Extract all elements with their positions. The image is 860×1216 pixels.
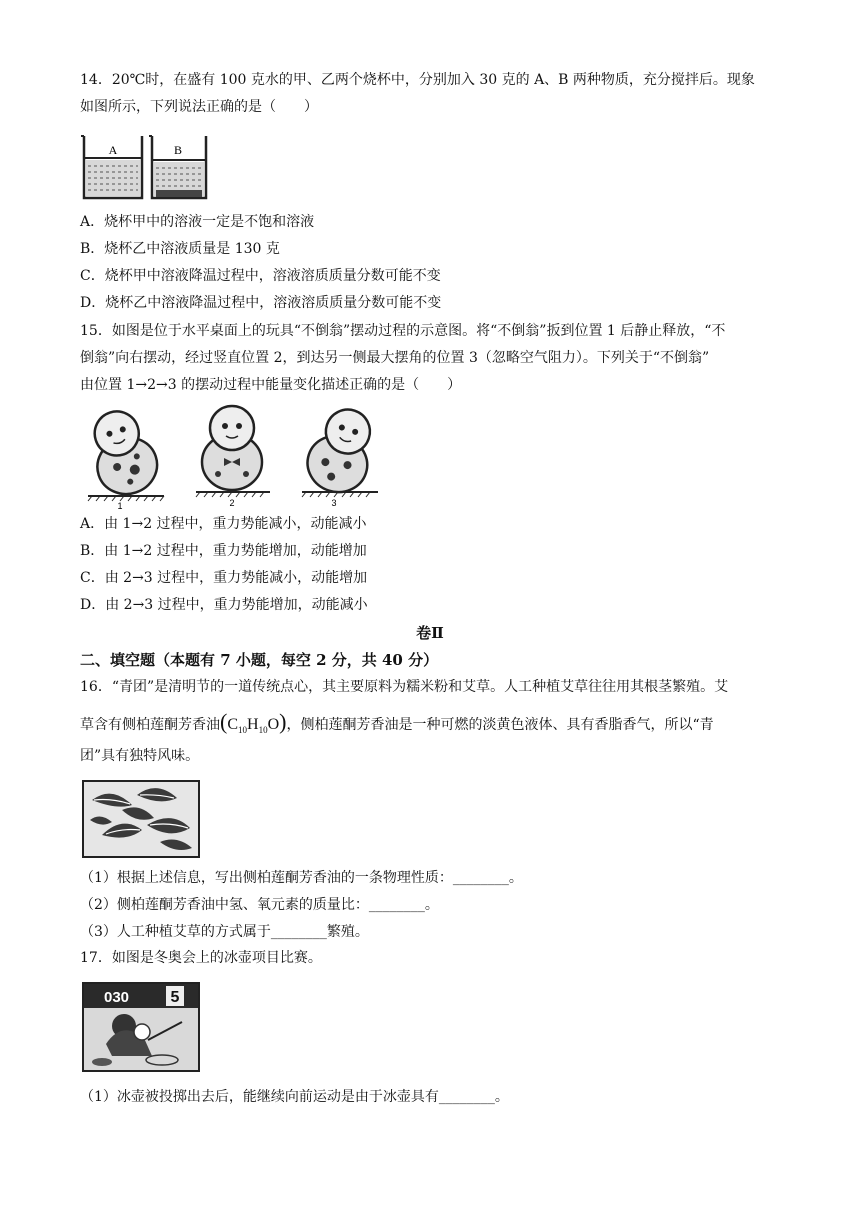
mugwort-photo [82, 780, 200, 858]
q14-option-b: B．烧杯乙中溶液质量是 130 克 [80, 241, 280, 257]
q14-beakers-figure [80, 130, 210, 202]
volume-title: 卷Ⅱ [416, 624, 444, 642]
curling-photo [82, 982, 200, 1072]
tumbler-position-1 [86, 403, 164, 510]
tumbler-position-3 [300, 402, 383, 508]
q15-stem-line3: 由位置 1→2→3 的摆动过程中能量变化描述正确的是（ ） [80, 377, 462, 393]
beaker-a-label: A [108, 143, 118, 157]
beaker-b-label: B [173, 143, 183, 157]
q15-stem-line2: 倒翁”向右摆动，经过竖直位置 2，到达另一侧最大摆角的位置 3（忽略空气阻力）。下列关于“不倒翁” [80, 350, 710, 366]
q15-option-d: D．由 2→3 过程中，重力势能增加，动能减小 [80, 597, 368, 613]
q16-stem-part-b: ，侧柏莲酮芳香油是一种可燃的淡黄色液体、具有香脂香气，所以“青 [286, 717, 714, 733]
q14-option-c: C．烧杯甲中溶液降温过程中，溶液溶质质量分数可能不变 [80, 268, 441, 284]
q17-stem: 17．如图是冬奥会上的冰壶项目比赛。 [80, 950, 322, 966]
q16-sub1: （1）根据上述信息，写出侧柏莲酮芳香油的一条物理性质：________。 [80, 870, 523, 886]
q16-sub2: （2）侧柏莲酮芳香油中氢、氧元素的质量比：________。 [80, 897, 439, 913]
q15-stem-line1: 15．如图是位于水平桌面上的玩具“不倒翁”摆动过程的示意图。将“不倒翁”扳到位置 1 后静止释放，“不 [80, 323, 726, 339]
q15-option-b: B．由 1→2 过程中，重力势能增加，动能增加 [80, 543, 367, 559]
position-1-label: 1 [117, 501, 123, 510]
section-heading: 二、填空题（本题有 7 小题，每空 2 分，共 40 分） [80, 651, 439, 669]
q14-option-a: A．烧杯甲中的溶液一定是不饱和溶液 [80, 214, 315, 230]
tumbler-position-2 [196, 406, 270, 508]
q16-stem-line1: 16．“青团”是清明节的一道传统点心，其主要原料为糯米粉和艾草。人工种植艾草往往用其根茎繁殖。艾 [80, 679, 729, 695]
formula: $(C_{10}H_{10}O)$ [220, 709, 287, 736]
q14-stem-line1: 14．20℃时，在盛有 100 克水的甲、乙两个烧杯中，分别加入 30 克的 A、B 两种物质，充分搅拌后。现象 [80, 72, 755, 88]
q14-option-d: D．烧杯乙中溶液降温过程中，溶液溶质质量分数可能不变 [80, 295, 442, 311]
q16-stem-line3: 团”具有独特风味。 [80, 748, 200, 764]
q16-sub3: （3）人工种植艾草的方式属于________繁殖。 [80, 924, 369, 940]
scoreboard-left: 030 [104, 989, 130, 1006]
q14-stem-line2: 如图所示，下列说法正确的是（ ） [80, 99, 318, 115]
q15-option-a: A．由 1→2 过程中，重力势能减小，动能减小 [80, 516, 367, 532]
position-2-label: 2 [229, 498, 235, 508]
q17-sub1: （1）冰壶被投掷出去后，能继续向前运动是由于冰壶具有________。 [80, 1089, 509, 1105]
q15-option-c: C．由 2→3 过程中，重力势能减小，动能增加 [80, 570, 368, 586]
q16-stem-line2 [80, 709, 714, 743]
q16-stem-part-a: 草含有侧柏莲酮芳香油 [80, 717, 220, 733]
scoreboard-right: 5 [170, 989, 180, 1006]
q15-tumbler-figure [86, 402, 386, 510]
position-3-label: 3 [331, 498, 337, 508]
beaker-b [149, 136, 206, 198]
beaker-a [81, 136, 142, 198]
